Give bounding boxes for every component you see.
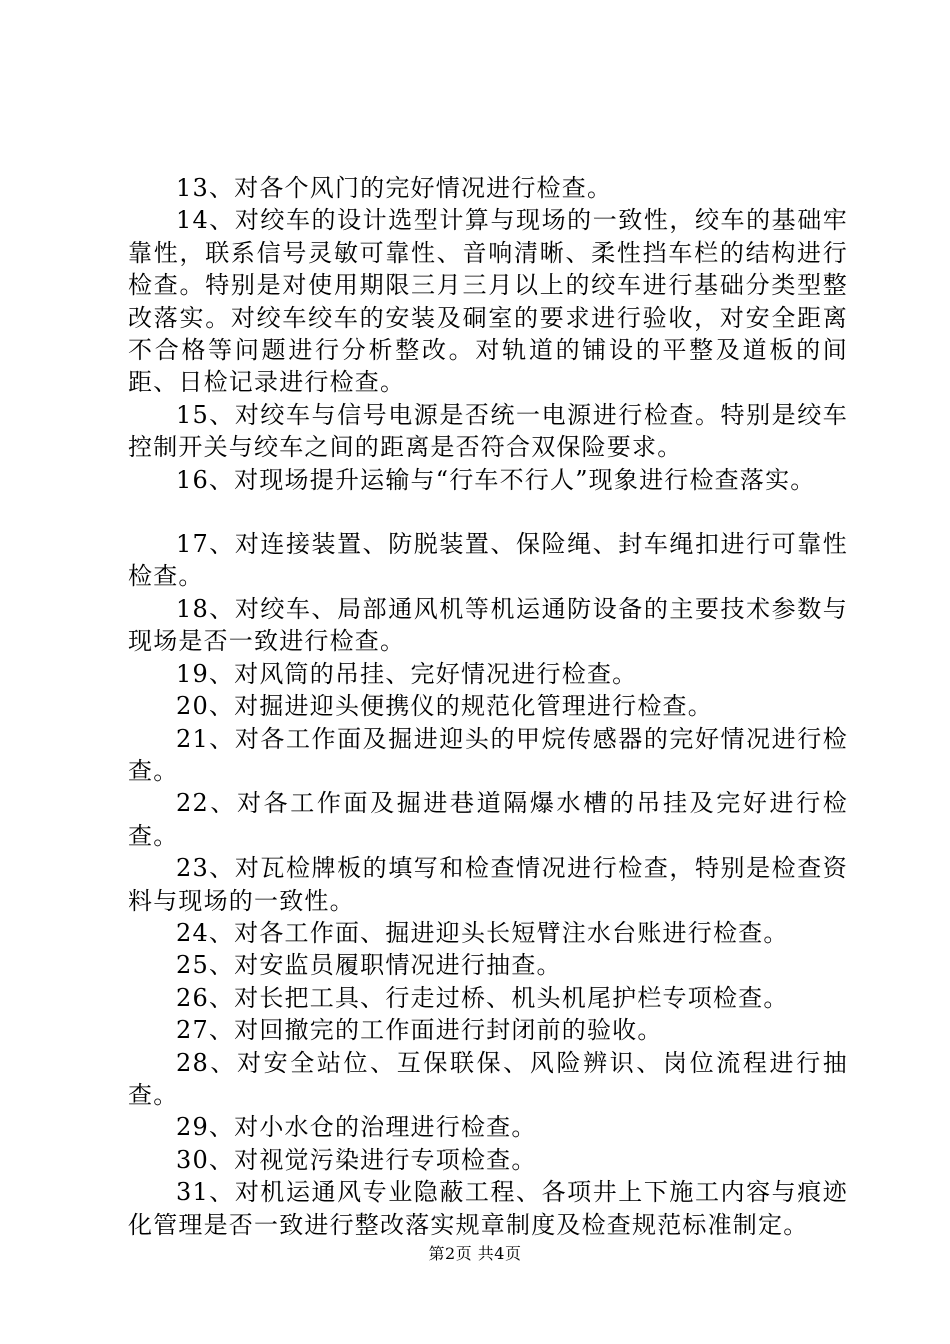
paragraph-24: 24、对各工作面、掘进迎头长短臂注水台账进行检查。 <box>176 918 789 947</box>
paragraph-21: 21、对各工作面及掘进迎头的甲烷传感器的完好情况进行检查。 <box>128 724 848 785</box>
paragraph-30: 30、对视觉污染进行专项检查。 <box>176 1145 537 1174</box>
paragraph-25: 25、对安监员履职情况进行抽查。 <box>176 951 562 980</box>
paragraph-14: 14、对绞车的设计选型计算与现场的一致性，绞车的基础牢靠性，联系信号灵敏可靠性、音响清晰、柔性挡车栏的结构进行检查。特别是对使用期限三月三月以上的绞车进行基础分类型整改落实。对绞车绞车的安装及硐室的要求进行验收，对安全距离不合格等问题进行分析整改。对轨道的铺设的平整及道板的间距、日检记录进行检查。 <box>128 206 848 397</box>
paragraph-22: 22、对各工作面及掘进巷道隔爆水槽的吊挂及完好进行检查。 <box>128 789 848 850</box>
paragraph-27: 27、对回撤完的工作面进行封闭前的验收。 <box>176 1016 663 1045</box>
paragraph-26: 26、对长把工具、行走过桥、机头机尾护栏专项检查。 <box>176 983 789 1012</box>
paragraph-13: 13、对各个风门的完好情况进行检查。 <box>176 174 613 202</box>
paragraph-15: 15、对绞车与信号电源是否统一电源进行检查。特别是绞车控制开关与绞车之间的距离是否符合双保险要求。 <box>128 400 848 462</box>
paragraph-23: 23、对瓦检牌板的填写和检查情况进行检查，特别是检查资料与现场的一致性。 <box>128 854 848 915</box>
page-number: 第2页 共4页 <box>428 1244 522 1263</box>
paragraph-19: 19、对风筒的吊挂、完好情况进行检查。 <box>176 659 638 688</box>
paragraph-20: 20、对掘进迎头便携仪的规范化管理进行检查。 <box>176 692 713 721</box>
paragraph-18: 18、对绞车、局部通风机等机运通防设备的主要技术参数与现场是否一致进行检查。 <box>128 594 848 656</box>
paragraph-16: 16、对现场提升运输与“行车不行人”现象进行检查落实。 <box>176 465 816 494</box>
document-body <box>128 172 848 1241</box>
page-footer <box>0 1244 950 1264</box>
paragraph-28: 28、对安全站位、互保联保、风险辨识、岗位流程进行抽查。 <box>128 1048 848 1109</box>
paragraph-29: 29、对小水仓的治理进行检查。 <box>176 1113 537 1142</box>
paragraph-17: 17、对连接装置、防脱装置、保险绳、封车绳扣进行可靠性检查。 <box>128 530 848 591</box>
paragraph-31: 31、对机运通风专业隐蔽工程、各项井上下施工内容与痕迹化管理是否一致进行整改落实规章制度及检查规范标准制定。 <box>128 1178 848 1239</box>
